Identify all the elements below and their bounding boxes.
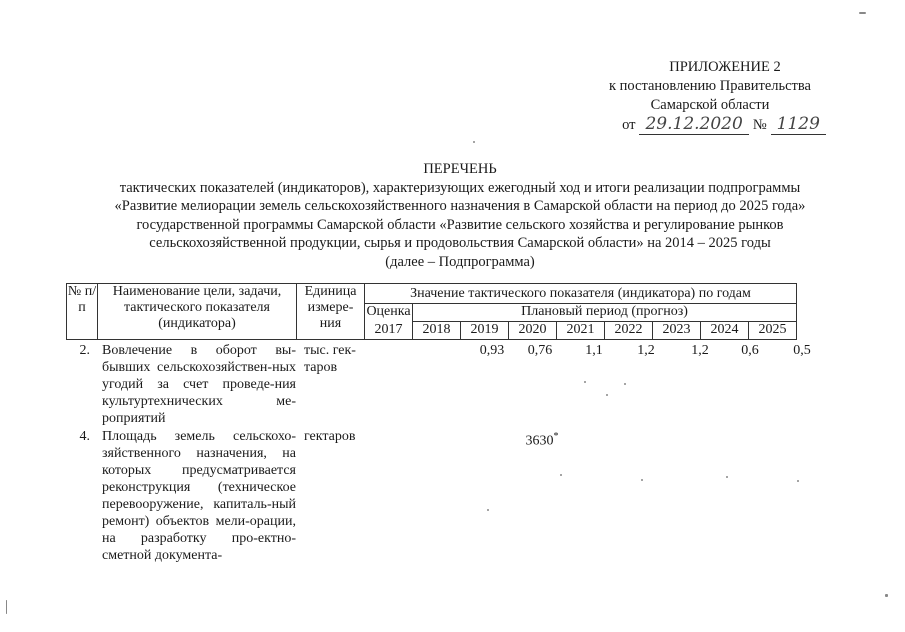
- year-header: 2021: [557, 322, 605, 340]
- col-plan-header: Плановый период (прогноз): [413, 304, 797, 322]
- value-2021: 1,1: [585, 343, 603, 358]
- footnote-mark: *: [553, 431, 559, 442]
- appendix-line-2: Самарской области: [650, 97, 770, 113]
- decree-number: 1129: [771, 115, 826, 135]
- appendix-line-1: к постановлению Правительства: [609, 78, 811, 94]
- year-header: 2017: [365, 322, 413, 340]
- heading-line: тактических показателей (индикаторов), характеризующих ежегодный ход и итоги реализации подпрограммы: [119, 179, 801, 196]
- year-header: 2019: [461, 322, 509, 340]
- scan-speck: [859, 12, 866, 14]
- document-title: ПЕРЕЧЕНЬ: [423, 161, 497, 177]
- decree-dateline: [588, 115, 860, 135]
- scan-speck: [584, 381, 586, 383]
- scan-speck: [624, 383, 626, 385]
- row-indicator-name: Площадь земель сельскохо-зяйственного назначения, на которых предусматривается реконструкция (техническое перевооружение, капиталь-ный ремонт) объектов мели-орации, на разработку про-ектно-сметной документа-: [102, 429, 296, 563]
- row-number: 4.: [79, 429, 90, 444]
- heading-line: (далее – Подпрограмма): [385, 253, 535, 270]
- col-estimate-header: Оценка: [365, 304, 413, 322]
- heading-line: государственной программы Самарской области «Развитие сельского хозяйства и регулирование рынков: [136, 216, 784, 233]
- scan-speck: [641, 479, 643, 481]
- value-2020: 0,76: [527, 343, 553, 358]
- decree-date: 29.12.2020: [639, 115, 748, 135]
- row-indicator-name: Вовлечение в оборот вы-бывших сельскохозяйствен-ных угодий за счет проведе-ния культуртехнических ме-роприятий: [102, 343, 296, 426]
- value-2019: 0,93: [479, 343, 505, 358]
- scan-speck: [473, 141, 475, 143]
- scan-speck: [487, 509, 489, 511]
- heading-line: сельскохозяйственной продукции, сырья и продовольствия Самарской области» на 2014 – 2025 годы: [149, 235, 771, 251]
- year-header: 2024: [701, 322, 749, 340]
- row-unit: тыс. гек-таров: [304, 343, 356, 375]
- value-2020-number: 3630: [525, 433, 554, 449]
- year-header: 2020: [509, 322, 557, 340]
- year-header: 2018: [413, 322, 461, 340]
- scan-speck: [885, 594, 888, 597]
- appendix-block: [560, 58, 860, 135]
- scan-speck: [797, 480, 799, 482]
- year-header: 2025: [749, 322, 797, 340]
- row-number: 2.: [79, 343, 90, 358]
- scan-speck: [606, 394, 608, 396]
- col-name-header: Наименование цели, задачи, тактического показателя (индикатора): [98, 284, 297, 340]
- date-prefix: от: [622, 117, 636, 133]
- value-2024: 0,6: [741, 343, 759, 358]
- col-num-header: № п/п: [67, 284, 98, 340]
- value-2022: 1,2: [637, 343, 655, 358]
- value-2025: 0,5: [793, 343, 811, 358]
- value-2023: 1,2: [691, 343, 709, 358]
- scan-speck: [6, 600, 7, 614]
- col-values-header: Значение тактического показателя (индикатора) по годам: [365, 284, 797, 304]
- scan-speck: [726, 476, 728, 478]
- year-header: 2022: [605, 322, 653, 340]
- indicators-table-header: [66, 283, 797, 340]
- value-2020: [518, 428, 566, 450]
- year-header: 2023: [653, 322, 701, 340]
- row-unit: гектаров: [304, 429, 356, 444]
- col-unit-header: Единица измере-ния: [297, 284, 365, 340]
- number-prefix: №: [752, 117, 767, 133]
- scan-speck: [560, 474, 562, 476]
- document-heading: [60, 160, 860, 271]
- appendix-title: ПРИЛОЖЕНИЕ 2: [669, 59, 781, 75]
- heading-line: «Развитие мелиорации земель сельскохозяйственного назначения в Самарской области на период до 2025 года»: [114, 198, 806, 214]
